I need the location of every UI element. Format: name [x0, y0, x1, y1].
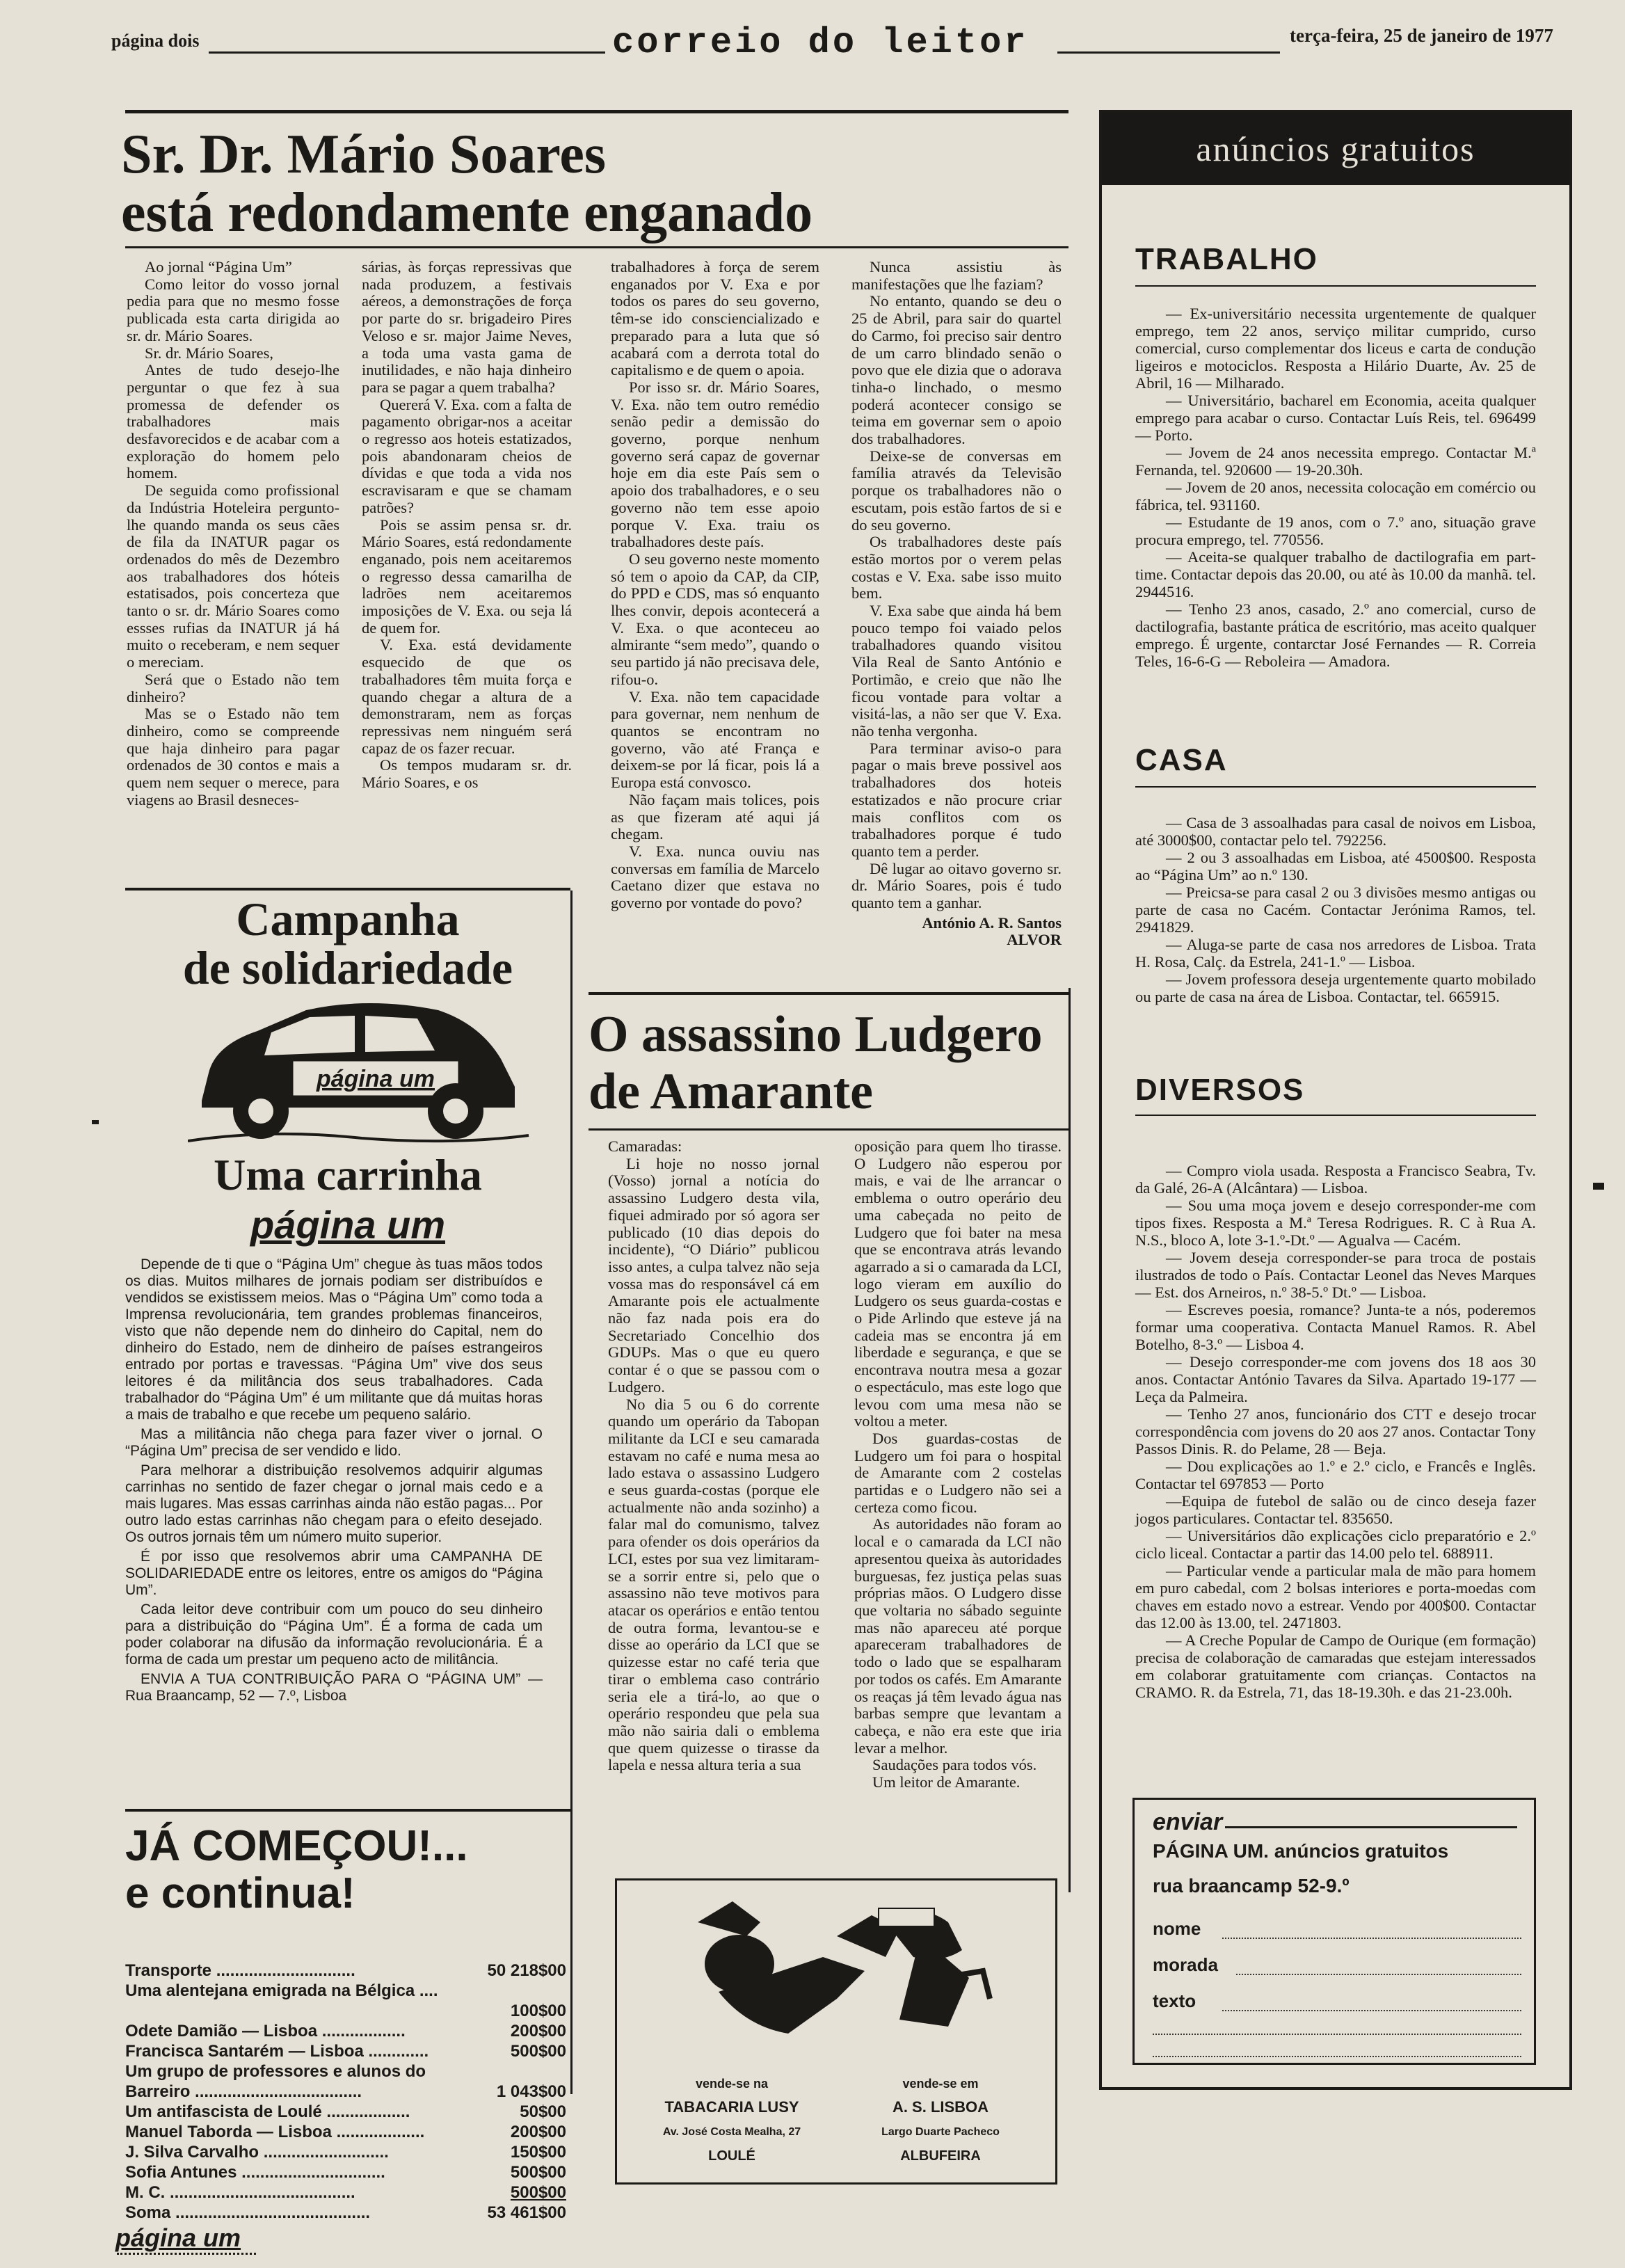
- article2-title-rule: [589, 1128, 1068, 1131]
- list-item-amount: 50$00: [520, 2102, 566, 2121]
- ads-diversos: [1135, 1162, 1536, 1701]
- section-rule: [1135, 285, 1536, 287]
- jacomecou-title: [125, 1823, 468, 1917]
- sales-left-line1: vende-se na: [695, 2077, 769, 2091]
- article1-para: Antes de tudo desejo-lhe perguntar o que fez à sua promessa de defender os trabalhadores mais desfavorecidos e de acabar com a exploração do homem pelo homem.: [127, 361, 339, 482]
- list-item: [125, 2102, 566, 2122]
- ad-item: — A Creche Popular de Campo de Ourique (em formação) precisa de colaboração de camaradas que estejam interessados em colaborar gratuitamente com crianças. Contactos na CRAMO. R. da Estrela, 71, das 18-19.30h. e das 21-23.00h.: [1135, 1631, 1536, 1701]
- form-field-line: [1236, 1974, 1521, 1975]
- ad-item: — 2 ou 3 assoalhadas em Lisboa, até 4500$00. Resposta ao “Página Um” ao n.º 130.: [1135, 849, 1536, 884]
- article2-para: Um leitor de Amarante.: [872, 1773, 1020, 1791]
- list-item: [125, 1960, 566, 1981]
- list-item-amount: [559, 1981, 566, 2001]
- ad-item: — Jovem professora deseja urgentemente quarto mobilado ou parte de casa na área de Lisboa. Contactar, tel. 665915.: [1135, 971, 1536, 1005]
- list-item-amount: 100$00: [510, 2002, 566, 2020]
- sales-left-line2: TABACARIA LUSY: [664, 2098, 799, 2116]
- list-item-amount: 200$00: [510, 2123, 566, 2141]
- list-item-label: Soma ..........................................: [125, 2203, 371, 2222]
- form-title: enviar: [1153, 1809, 1223, 1835]
- footer-brand: página um: [115, 2223, 241, 2252]
- van-label: página um: [316, 1066, 435, 1092]
- form-field-text[interactable]: [1153, 1990, 1521, 2060]
- ad-submission-form: [1132, 1798, 1536, 2065]
- ad-item: — Particular vende a particular mala de mão para homem em puro cabedal, com 2 bolsas interiores e porta-moedas com chaves em estado novo a estrear. Vendo por 400$00. Contactar das 12.00 às 13.00, tel. 2471803.: [1135, 1562, 1536, 1631]
- article2-title-line2: de Amarante: [589, 1063, 873, 1120]
- ad-item: — Tenho 27 anos, funcionário dos CTT e desejo trocar correspondência com jovens do 20 aos 27 anos. Contactar Tony Passos Dinis. R. do Pelame, 28 — Beja.: [1135, 1405, 1536, 1458]
- article2-para: Saudações para todos vós.: [872, 1756, 1037, 1774]
- article1-para: V. Exa. está devidamente esquecido de que os trabalhadores têm muita força e quando chegar a altura de a demonstraram, nem as forças repressivas nem ninguém será capaz de os fazer recuar.: [362, 636, 572, 757]
- article1-para: Deixe-se de conversas em família através da Televisão porque os trabalhadores não o escutam, pois estão fartos de si e do seu governo.: [851, 447, 1062, 534]
- list-item: [125, 2142, 566, 2162]
- ad-item: — Estudante de 19 anos, com o 7.º ano, situação grave procura emprego, tel. 770556.: [1135, 513, 1536, 548]
- ad-item: — Dou explicações ao 1.º e 2.º ciclo, e Francês e Inglês. Contactar tel 697853 — Porto: [1135, 1458, 1536, 1492]
- uncle-sam-illustration: [656, 1894, 1018, 2054]
- article1-headline: [121, 125, 812, 242]
- ad-item: — Sou uma moça jovem e desejo corresponder-me com tipos fixes. Resposta a M.ª Teresa Rodrigues. R. C à Rua A. N.S., bloco A, lote 3-1.º-Dt.º — Agualva — Cacém.: [1135, 1197, 1536, 1249]
- campanha-para: Para melhorar a distribuição resolvemos adquirir algumas carrinhas no sentido de fazer chegar o jornal mais cedo e a mais lugares. Mas essas carrinhas ainda não estão pagas... Por outro lado estas carrinhas não chegam para o efeito desejado. Os outros jornais têm um número muito superior.: [125, 1462, 543, 1545]
- jacomecou-top-rule: [125, 1809, 570, 1812]
- list-item-label: Francisca Santarém — Lisboa .............: [125, 2042, 429, 2061]
- list-item-amount: 1 043$00: [496, 2082, 566, 2101]
- van-illustration: [188, 996, 536, 1148]
- article1-para: Nunca assistiu às manifestações que lhe faziam?: [851, 258, 1062, 293]
- article2-col2: [854, 1138, 1062, 1791]
- list-item-amount: 150$00: [510, 2143, 566, 2162]
- masthead-title: correio do leitor: [612, 22, 1029, 63]
- list-item: [125, 2061, 566, 2082]
- article1-col3: [611, 259, 819, 912]
- article2-para: Camaradas:: [608, 1137, 682, 1155]
- form-field-line: [1153, 2034, 1521, 2035]
- article2-top-rule: [589, 992, 1068, 995]
- ads-trabalho: [1135, 305, 1536, 670]
- sales-point-right: [840, 2077, 1041, 2164]
- ad-item: — Ex-universitário necessita urgentemente de qualquer emprego, tem 22 anos, serviço militar cumprido, curso comercial, curso complementar dos liceus e carta de condução ligeiros e motociclos. Resposta a Hilário Duarte, Av. 25 de Abril, 16 — Milharado.: [1135, 305, 1536, 392]
- campanha-para: Cada leitor deve contribuir com um pouco do seu dinheiro para a distribuição do “Página Um”. É a forma de cada um poder colaborar na difusão da informação revolucionária. É a forma de cada um prestar um pequeno acto de militância.: [125, 1602, 543, 1668]
- article2-para: oposição para quem lho tirasse. O Ludgero não esperou por mais, e vai de lhe arrancar o emblema o outro operário deu uma cabeçada no peito de Ludgero que foi bater na mesa que se encontrava atrás levando agarrado a si o camarada da LCI, logo vieram em auxílio do Ludgero os seus guarda-costas e o Pide Arlindo que esteve já na cadeia mas se encontra já em liberdade e segurança, e que se encontrava noutra mesa a gozar o espectáculo, mas este logo que levou com uma mesa não se voltou a meter.: [854, 1137, 1062, 1430]
- article1-top-rule: [125, 110, 1068, 113]
- jacomecou-title-line2: e continua!: [125, 1869, 355, 1917]
- ad-item: — Tenho 23 anos, casado, 2.º ano comercial, curso de dactilografia, bastante prática de escritório, mas aceito qualquer emprego. É urgente, contarctar José Fernandes — R. Correia Teles, 16-6-G — Reboleira — Amadora.: [1135, 600, 1536, 670]
- masthead-section: página dois: [111, 31, 200, 51]
- campanha-title-line2: de solidariedade: [182, 941, 513, 994]
- sales-right-line1: vende-se em: [902, 2077, 979, 2091]
- list-item-amount: 50 218$00: [487, 1961, 566, 1980]
- campanha-address: ENVIA A TUA CONTRIBUIÇÃO PARA O “PÁGINA UM” — Rua Braancamp, 52 — 7.º, Lisboa: [125, 1671, 543, 1704]
- list-item-label: Manuel Taborda — Lisboa ...................: [125, 2123, 425, 2141]
- ad-item: — Aceita-se qualquer trabalho de dactilografia em part-time. Contactar depois das 20.00, ou até às 10.00 da manhã. tel. 2944516.: [1135, 548, 1536, 600]
- campanha-subtitle: Uma carrinha: [214, 1150, 482, 1199]
- sales-right-line3: Largo Duarte Pacheco: [881, 2126, 1000, 2138]
- form-field-text-label: texto: [1153, 1990, 1196, 2011]
- jacomecou-title-line1: JÁ COMEÇOU!...: [125, 1822, 468, 1870]
- article1-title-rule: [125, 246, 1068, 248]
- list-item: [125, 2162, 566, 2182]
- sales-left-line3: Av. José Costa Mealha, 27: [662, 2126, 801, 2138]
- campanha-para: É por isso que resolvemos abrir uma CAMPANHA DE SOLIDARIEDADE entre os leitores, entre os amigos do “Página Um”.: [125, 1549, 543, 1598]
- article1-para: V. Exa. nunca ouviu nas conversas em família de Marcelo Caetano dizer que estava no governo por vontade do povo?: [611, 842, 819, 912]
- article1-signature-place: ALVOR: [1007, 931, 1062, 949]
- article2-para: No dia 5 ou 6 do corrente quando um operário da Tabopan militante da LCI e seu camarada estavam no café e numa mesa ao lado estava o assassino Ludgero e seus guarda-costas (porque ele actualmente não anda sozinho) a falar mal do comunismo, talvez para ofender os dois operários da LCI, estes por sua vez limitaram-se a sorrir entre si, pelo que o assassino não teve motivos para atacar os operários e então tentou de outra forma, levantou-se e disse ao operário da LCI que se quizesse estar no café teria que tirar o emblema caso contrário seria ele a tirá-lo, ao que o operário respondeu que pela sua mão não sairia dali o emblema que quem quizesse o tirasse da lapela e nessa altura teria a sua: [608, 1395, 819, 1774]
- form-field-line: [1222, 2010, 1521, 2011]
- article1-col1: [127, 259, 339, 809]
- article2-headline: [589, 1006, 1043, 1120]
- list-item-amount: 500$00: [510, 2042, 566, 2061]
- sales-point-left: [631, 2077, 833, 2164]
- form-field-line: [1153, 2056, 1521, 2057]
- article1-para: V. Exa. não tem capacidade para governar, nem nenhum de quantos se encontram no governo, vão até França e deixem-se por lá ficar, pois lá a Europa está convosco.: [611, 687, 819, 792]
- article1-para: Quererá V. Exa. com a falta de pagamento obrigar-nos a aceitar o regresso aos hoteis estatizados, pois abandonaram cheios de dívidas e que toda a vida nos escravisaram e que se chamam patrões?: [362, 395, 572, 516]
- edge-mark: [1593, 1183, 1604, 1190]
- ad-item: — Jovem deseja corresponder-se para troca de postais ilustrados de todo o País. Contactar Leonel das Neves Marques — Est. dos Arneiros, n.º 38-5.º Dt.º — Lisboa.: [1135, 1249, 1536, 1301]
- ad-item: — Casa de 3 assoalhadas para casal de noivos em Lisboa, até 3000$00, contactar pelo tel. 792256.: [1135, 814, 1536, 849]
- list-item: [125, 2041, 566, 2061]
- article1-para: Não façam mais tolices, pois as que fizeram até aqui já chegam.: [611, 790, 819, 843]
- list-item-amount: 500$00: [510, 2183, 566, 2202]
- masthead-rule-left: [209, 51, 605, 54]
- masthead-rule-right: [1057, 51, 1280, 54]
- article1-para: Ao jornal “Página Um”: [145, 258, 292, 275]
- ad-item: — Universitário, bacharel em Economia, aceita qualquer emprego para acabar o curso. Contactar Luís Reis, tel. 696499 — Porto.: [1135, 392, 1536, 444]
- article1-para: Para terminar aviso-o para pagar o mais breve possivel aos trabalhadores dos hoteis estatizados e não procure criar mais conflitos com os trabalhadores porque é tudo quanto tem a perder.: [851, 739, 1062, 860]
- article1-col4: [851, 259, 1062, 949]
- article1-para: Sr. dr. Mário Soares,: [145, 344, 273, 362]
- campanha-title-line1: Campanha: [236, 893, 460, 945]
- list-item-label: J. Silva Carvalho ...........................: [125, 2143, 389, 2162]
- column-divider: [570, 891, 573, 2094]
- list-item-amount: [559, 2061, 566, 2082]
- form-address-line2: rua braancamp 52-9.º: [1153, 1875, 1350, 1896]
- campanha-brand: página um: [250, 1203, 446, 1247]
- article1-para: Mas se o Estado não tem dinheiro, como se compreende que haja dinheiro para pagar ordenados de 30 contos e mais a quem nem sequer o merece, para viagens ao Brasil desneces-: [127, 705, 339, 808]
- sales-right-line4: ALBUFEIRA: [900, 2148, 981, 2164]
- classifieds-header: anúncios gratuitos: [1102, 113, 1569, 185]
- ad-item: — Compro viola usada. Resposta a Francisco Seabra, Tv. da Galé, 26-A (Alcântara) — Lisboa.: [1135, 1162, 1536, 1197]
- ad-item: — Aluga-se parte de casa nos arredores de Lisboa. Trata H. Rosa, Calç. da Estrela, 241-1.º — Lisboa.: [1135, 936, 1536, 971]
- article1-title-line2: está redondamente enganado: [121, 182, 813, 243]
- ad-item: — Jovem de 24 anos necessita emprego. Contactar M.ª Fernanda, tel. 920600 — 19-20.30h.: [1135, 444, 1536, 479]
- list-item-amount: 200$00: [510, 2022, 566, 2041]
- ads-casa: [1135, 814, 1536, 1005]
- section-title-casa: CASA: [1135, 743, 1228, 777]
- form-title-rule: [1225, 1826, 1517, 1828]
- contributions-list: [125, 1960, 566, 2223]
- article1-col2: [362, 259, 572, 792]
- article1-para: trabalhadores à força de serem enganados por V. Exa e por todos os pares do seu governo, têm-se ido consciencializado e preparado para a luta que só acabará com a derrota total do capitalismo e de quem o apoia.: [611, 258, 819, 379]
- form-field-name[interactable]: [1153, 1918, 1521, 1942]
- list-item: [125, 1981, 566, 2001]
- article1-title-line1: Sr. Dr. Mário Soares: [121, 124, 607, 185]
- sales-points-box: [615, 1878, 1057, 2185]
- article1-para: V. Exa sabe que ainda há bem pouco tempo foi vaiado pelos trabalhadores quando visitou Vila Real de Santo António e Portimão, e creio que não lhe ficou vontade para voltar a visitá-las, a não ser que V. Exa. não tenha vergonha.: [851, 602, 1062, 740]
- edge-mark: [92, 1120, 99, 1124]
- list-item-label: M. C. ........................................: [125, 2183, 355, 2202]
- ad-item: — Desejo corresponder-me com jovens dos 18 aos 30 anos. Contactar António Tavares da Silva. Apartado 19-177 — Leça da Palmeira.: [1135, 1353, 1536, 1405]
- section-title-trabalho: TRABALHO: [1135, 242, 1318, 276]
- list-item: [125, 2021, 566, 2041]
- list-item-label: Um grupo de professores e alunos do: [125, 2062, 426, 2081]
- masthead-date: terça-feira, 25 de janeiro de 1977: [1290, 25, 1553, 46]
- campanha-title: [125, 895, 570, 992]
- article1-signature-name: António A. R. Santos: [922, 913, 1062, 932]
- article1-para: No entanto, quando se deu o 25 de Abril, para sair do quartel do Carmo, foi preciso sair dentro de um carro blindado senão o povo que ele dizia que o adorava tinha-o linchado, o mesmo poderá acontecer consigo se teima em governar sem o apoio dos trabalhadores.: [851, 292, 1062, 448]
- article2-col1: [608, 1138, 819, 1774]
- article1-para: Os tempos mudaram sr. dr. Mário Soares, e os: [362, 756, 572, 792]
- form-address-line1: PÁGINA UM. anúncios gratuitos: [1153, 1840, 1449, 1862]
- column-divider: [1068, 988, 1071, 1892]
- article2-title-line1: O assassino Ludgero: [589, 1006, 1043, 1063]
- list-item-amount: 53 461$00: [487, 2203, 566, 2222]
- sales-right-line2: A. S. LISBOA: [892, 2098, 989, 2116]
- article1-para: Por isso sr. dr. Mário Soares, V. Exa. não tem outro remédio senão pedir a demissão do governo, porque nenhum governo será capaz de governar hoje em dia este País sem o apoio dos trabalhadores, e o seu governo não tem esse apoio porque V. Exa. traiu os trabalhadores deste país.: [611, 378, 819, 551]
- article1-para: Pois se assim pensa sr. dr. Mário Soares, está redondamente enganado, pois nem aceitaremos o regresso dessa camarilha de ladrões nem aceitaremos imposições de V. Exa. ou seja lá de quem for.: [362, 516, 572, 637]
- sales-left-line4: LOULÉ: [708, 2148, 755, 2164]
- form-field-address[interactable]: [1153, 1954, 1521, 1978]
- list-item: [125, 2122, 566, 2142]
- campanha-body: [125, 1256, 543, 1707]
- list-item-label: Transporte ..............................: [125, 1961, 355, 1980]
- section-rule: [1135, 1115, 1536, 1116]
- ad-item: — Universitários dão explicações ciclo preparatório e 2.º ciclo liceal. Contactar a partir das 14.00 pelo tel. 688911.: [1135, 1527, 1536, 1562]
- article1-para: Dê lugar ao oitavo governo sr. dr. Mário Soares, pois é tudo quanto tem a ganhar.: [851, 859, 1062, 912]
- list-item-label: Odete Damião — Lisboa ..................: [125, 2022, 406, 2041]
- list-item: [125, 2182, 566, 2203]
- list-item-amount: 500$00: [510, 2163, 566, 2182]
- campanha-top-rule: [125, 888, 570, 891]
- article1-para: O seu governo neste momento só tem o apoio da CAP, da CIP, do PPD e CDS, mas só enquanto lhes convir, depois acontecerá a V. Exa. o que aconteceu ao almirante “sem medo”, quando o seu partido já não precisava dele, rifou-o.: [611, 550, 819, 688]
- form-field-name-label: nome: [1153, 1918, 1201, 1939]
- article1-para: De seguida como profissional da Indústria Hoteleira pergunto-lhe quando manda os seus cães de fila da INATUR pagar os ordenados do mês de Dezembro aos trabalhadores dos hóteis estatisados, pois concerteza que tanto o sr. dr. Mário Soares como essses rufias da INATUR já há muito o receberam, e nem sequer o mereciam.: [127, 481, 339, 671]
- ad-item: —Equipa de futebol de salão ou de cinco deseja fazer jogos particulares. Contactar tel. 835650.: [1135, 1492, 1536, 1527]
- article2-para: As autoridades não foram ao local e o camarada da LCI não apresentou queixa às autoridades burguesas, fez justiça pelas suas próprias mãos. O Ludgero disse que voltaria no sábado seguinte mas não apareceu até porque apareceram trabalhadores de todo o lado que se espalharam por todos os cafés. Em Amarante os reaças já têm levado água nas barbas sempre que levantam a cabeça, e não era este que iria levar a melhor.: [854, 1515, 1062, 1757]
- classifieds-sidebar: [1099, 110, 1572, 2090]
- section-rule: [1135, 786, 1536, 788]
- list-item-label: Um antifascista de Loulé ..................: [125, 2102, 410, 2121]
- article1-para: Os trabalhadores deste país estão mortos por o verem pelas costas e V. Exa. sabe isso muito bem.: [851, 533, 1062, 602]
- section-title-diversos: DIVERSOS: [1135, 1073, 1305, 1107]
- form-field-line: [1222, 1938, 1521, 1939]
- form-field-address-label: morada: [1153, 1954, 1218, 1975]
- article2-para: Dos guardas-costas de Ludgero um foi para o hospital de Amarante com 2 costelas partidas e o Ludgero não sei a certeza como ficou.: [854, 1429, 1062, 1516]
- article1-para: sárias, às forças repressivas que nada produzem, a festivais aéreos, a demonstrações de força por parte do sr. brigadeiro Pires Veloso e sr. major Jaime Neves, a toda uma vasta gama de inutilidades, e não haja dinheiro para se pagar a quem trabalha?: [362, 258, 572, 396]
- list-item-label: Sofia Antunes ...............................: [125, 2163, 385, 2182]
- list-item-total: [125, 2203, 566, 2223]
- article2-para: Li hoje no nosso jornal (Vosso) jornal a notícia do assassino Ludgero desta vila, fiquei admirado por só agora ser publicado (10 dias depois do incidente), “O Diário” publicou isso antes, a culpa talvez não seja vossa mas do responsável cá em Amarante pois ele actualmente não faz nada pois era do Secretariado Concelhio dos GDUPs. Mas o que eu quero contar é o que se passou com o Ludgero.: [608, 1154, 819, 1396]
- ad-item: — Jovem de 20 anos, necessita colocação em comércio ou fábrica, tel. 931160.: [1135, 479, 1536, 513]
- campanha-para: Depende de ti que o “Página Um” chegue às tuas mãos todos os dias. Muitos milhares de jornais podiam ser distribuídos e vendidos se existissem meios. Mas o “Página Um” como toda a Imprensa revolucionária, tem grandes problemas financeiros, visto que não depende nem do dinheiro do Capital, nem do dinheiro do Estado, nem de dinheiro de países estrangeiros entrado por portas e travessas. “Página Um” vive dos seus leitores é da militância dos seus trabalhadores. Cada trabalhador do “Página Um” é um militante que dá muitas horas a mais de trabalho e que recebe um pequeno salário.: [125, 1256, 543, 1423]
- footer-dots: [117, 2253, 256, 2255]
- ad-item: — Preicsa-se para casal 2 ou 3 divisões mesmo antigas ou parte de casa no Cacém. Contactar Jerónima Ramos, tel. 2941829.: [1135, 884, 1536, 936]
- list-item-label: Barreiro ....................................: [125, 2082, 362, 2101]
- campanha-para: Mas a militância não chega para fazer viver o jornal. O “Página Um” precisa de ser vendido e lido.: [125, 1426, 543, 1459]
- list-item-label: Uma alentejana emigrada na Bélgica ....: [125, 1981, 438, 2000]
- article1-para: Será que o Estado não tem dinheiro?: [127, 670, 339, 705]
- list-item: [125, 2082, 566, 2102]
- article1-para: Como leitor do vosso jornal pedia para que no mesmo fosse publicada esta carta dirigida ao sr. dr. Mário Soares.: [127, 275, 339, 344]
- list-item: [125, 2001, 566, 2021]
- ad-item: — Escreves poesia, romance? Junta-te a nós, poderemos formar uma cooperativa. Contacta Manuel Ramos. R. Abel Botelho, 8-3.º — Lisboa 4.: [1135, 1301, 1536, 1353]
